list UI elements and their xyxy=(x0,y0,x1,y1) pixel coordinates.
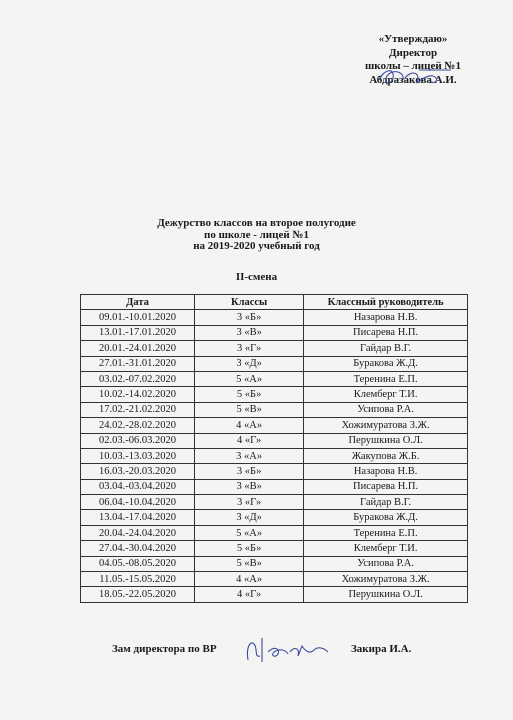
deputy-position: Зам директора по ВР xyxy=(112,643,217,655)
shift-label: II-смена xyxy=(235,271,278,283)
cell-date: 18.05.-22.05.2020 xyxy=(81,587,195,602)
approval-role: Директор xyxy=(388,46,438,59)
cell-date: 03.04.-03.04.2020 xyxy=(81,479,195,494)
cell-teacher: Усипова Р.А. xyxy=(304,402,468,417)
table-row xyxy=(81,387,468,402)
header-date: Дата xyxy=(81,295,195,310)
cell-class: 4 «Г» xyxy=(195,433,304,448)
cell-teacher: Буракова Ж.Д. xyxy=(304,510,468,525)
cell-date: 24.02.-28.02.2020 xyxy=(81,418,195,433)
header-classes: Классы xyxy=(195,295,304,310)
title-line-3: на 2019-2020 учебный год xyxy=(193,240,320,252)
cell-date: 06.04.-10.04.2020 xyxy=(81,495,195,510)
cell-date: 16.03.-20.03.2020 xyxy=(81,464,195,479)
cell-teacher: Теренина Е.П. xyxy=(304,525,468,540)
header-teacher: Классный руководитель xyxy=(304,295,468,310)
cell-teacher: Жакупова Ж.Б. xyxy=(304,448,468,463)
table-row xyxy=(81,356,468,371)
cell-teacher: Назарова Н.В. xyxy=(304,464,468,479)
cell-class: 3 «В» xyxy=(195,479,304,494)
cell-class: 5 «А» xyxy=(195,525,304,540)
cell-date: 02.03.-06.03.2020 xyxy=(81,433,195,448)
cell-class: 3 «Б» xyxy=(195,310,304,325)
cell-date: 03.02.-07.02.2020 xyxy=(81,371,195,386)
cell-teacher: Назарова Н.В. xyxy=(304,310,468,325)
cell-teacher: Усипова Р.А. xyxy=(304,556,468,571)
cell-date: 20.01.-24.01.2020 xyxy=(81,341,195,356)
cell-teacher: Гайдар В.Г. xyxy=(304,495,468,510)
document-title xyxy=(0,218,513,253)
cell-teacher: Писарева Н.П. xyxy=(304,325,468,340)
cell-date: 17.02.-21.02.2020 xyxy=(81,402,195,417)
table-row xyxy=(81,525,468,540)
table-header-row xyxy=(81,295,468,310)
cell-class: 3 «Д» xyxy=(195,510,304,525)
cell-teacher: Перушкина О.Л. xyxy=(304,587,468,602)
cell-teacher: Хожимуратова З.Ж. xyxy=(304,572,468,587)
table-row xyxy=(81,418,468,433)
table-row xyxy=(81,371,468,386)
deputy-name: Закира И.А. xyxy=(351,643,412,655)
cell-date: 10.03.-13.03.2020 xyxy=(81,448,195,463)
cell-teacher: Гайдар В.Г. xyxy=(304,341,468,356)
cell-date: 04.05.-08.05.2020 xyxy=(81,556,195,571)
cell-date: 27.01.-31.01.2020 xyxy=(81,356,195,371)
table-row xyxy=(81,402,468,417)
cell-teacher: Хожимуратова З.Ж. xyxy=(304,418,468,433)
cell-class: 5 «В» xyxy=(195,402,304,417)
approval-school: школы – лицей №1 xyxy=(365,60,461,72)
table-row xyxy=(81,556,468,571)
table-row xyxy=(81,495,468,510)
cell-teacher: Буракова Ж.Д. xyxy=(304,356,468,371)
table-row xyxy=(81,587,468,602)
approval-name: Абдразакова А.И. xyxy=(369,73,457,86)
cell-teacher: Клемберг Т.И. xyxy=(304,541,468,556)
cell-class: 5 «Б» xyxy=(195,387,304,402)
cell-date: 20.04.-24.04.2020 xyxy=(81,525,195,540)
table-row xyxy=(81,464,468,479)
cell-class: 3 «В» xyxy=(195,325,304,340)
table-row xyxy=(81,541,468,556)
cell-class: 3 «Г» xyxy=(195,495,304,510)
title-line-2: по школе - лицей №1 xyxy=(203,228,309,241)
cell-teacher: Теренина Е.П. xyxy=(304,371,468,386)
cell-teacher: Перушкина О.Л. xyxy=(304,433,468,448)
cell-class: 3 «А» xyxy=(195,448,304,463)
cell-teacher: Клемберг Т.И. xyxy=(304,387,468,402)
table-row xyxy=(81,310,468,325)
cell-date: 27.04.-30.04.2020 xyxy=(81,541,195,556)
cell-teacher: Писарева Н.П. xyxy=(304,479,468,494)
cell-date: 10.02.-14.02.2020 xyxy=(81,387,195,402)
table-row xyxy=(81,325,468,340)
table-row xyxy=(81,572,468,587)
table-row xyxy=(81,433,468,448)
cell-class: 4 «А» xyxy=(195,418,304,433)
table-row xyxy=(81,341,468,356)
deputy-signature xyxy=(240,634,335,666)
cell-class: 3 «Д» xyxy=(195,356,304,371)
cell-class: 3 «Г» xyxy=(195,341,304,356)
cell-date: 11.05.-15.05.2020 xyxy=(81,572,195,587)
duty-table xyxy=(80,294,468,603)
director-signature xyxy=(375,62,455,92)
table-row xyxy=(81,479,468,494)
title-line-1: Дежурство классов на второе полугодие xyxy=(157,217,356,229)
cell-class: 4 «Г» xyxy=(195,587,304,602)
cell-class: 4 «А» xyxy=(195,572,304,587)
cell-date: 09.01.-10.01.2020 xyxy=(81,310,195,325)
cell-class: 5 «А» xyxy=(195,371,304,386)
cell-class: 3 «Б» xyxy=(195,464,304,479)
cell-class: 5 «Б» xyxy=(195,541,304,556)
cell-date: 13.04.-17.04.2020 xyxy=(81,510,195,525)
cell-date: 13.01.-17.01.2020 xyxy=(81,325,195,340)
signature-footer xyxy=(0,640,513,670)
cell-class: 5 «В» xyxy=(195,556,304,571)
approval-label: «Утверждаю» xyxy=(378,33,448,45)
table-row xyxy=(81,448,468,463)
table-row xyxy=(81,510,468,525)
